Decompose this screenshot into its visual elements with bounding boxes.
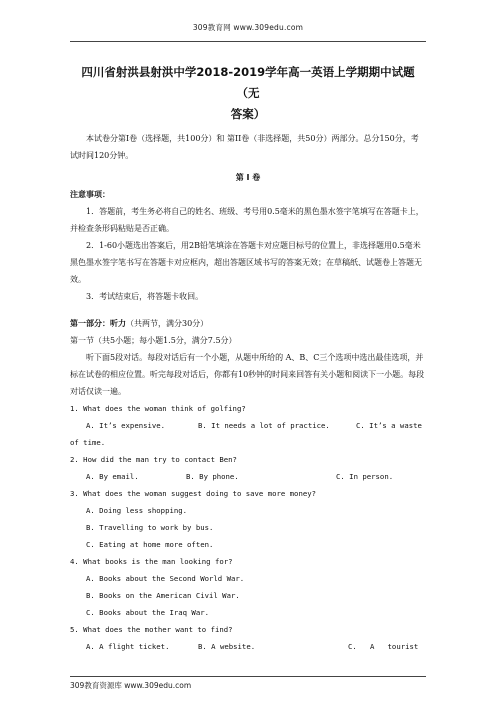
option-a: A. Books about the Second World War. [86, 574, 245, 583]
question-2-options [70, 468, 426, 485]
option-a: A. Doing less shopping. [86, 506, 188, 515]
part1-subheading: 第一节（共5小题；每小题1.5分，满分7.5分） [70, 336, 237, 345]
part1-instructions: 听下面5段对话。每段对话后有一个小题，从题中所给的 A、B、C三个选项中选出最佳选项，并标在试卷的相应位置。听完每段对话后，你都有10秒钟的时间来回答有关小题和阅读下一小题。每段对话仅读一遍。 [70, 353, 425, 396]
notes-heading: 注意事项： [70, 190, 110, 199]
question-4: 4. What books is the man looking for? [70, 557, 233, 566]
part1-heading [70, 315, 426, 332]
option-b: B. By phone. [186, 472, 239, 481]
option-c: C. In person. [336, 472, 394, 481]
exam-title-line2: 答案） [230, 107, 266, 121]
option-c: C. Books about the Iraq War. [86, 608, 210, 617]
option-a: A. It’s expensive. [86, 421, 166, 430]
part1-heading-bold: 第一部分：听力 [70, 319, 126, 328]
option-a: A. By email. [86, 472, 139, 481]
option-b: B. Travelling to work by bus. [86, 523, 214, 532]
header-divider [70, 41, 426, 42]
question-1-options [70, 417, 426, 434]
option-c: C. A tourist [348, 642, 419, 651]
option-b: B. It needs a lot of practice. [198, 421, 330, 430]
note-item: 3．考试结束后，将答题卡收回。 [86, 292, 204, 301]
option-b: B. A website. [198, 642, 256, 651]
part1-heading-rest: （共两节，满分30分） [126, 319, 209, 328]
note-item: 1．答题前，考生务必将自己的姓名、班级、考号用0.5毫米的黑色墨水签字笔填写在答题卡上，并检查条形码粘贴是否正确。 [70, 207, 424, 233]
option-c: C. Eating at home more often. [86, 540, 214, 549]
option-c-wrap: of time. [70, 438, 106, 447]
document-body [70, 62, 426, 655]
option-a: A. A flight ticket. [86, 642, 170, 651]
question-5-options [70, 638, 426, 655]
exam-intro: 本试卷分第I卷（选择题，共100分）和 第II卷（非选择题，共50分）两部分。总分150分，考试时间120分钟。 [70, 134, 419, 160]
option-b: B. Books on the American Civil War. [86, 591, 240, 600]
page-footer: 309教育资源库 www.309edu.com [70, 681, 192, 690]
section-heading: 第 I 卷 [235, 173, 261, 182]
question-5: 5. What does the mother want to find? [70, 625, 233, 634]
exam-title-line1: 四川省射洪县射洪中学2018-2019学年高一英语上学期期中试题（无 [81, 65, 415, 100]
footer-divider [70, 676, 426, 677]
question-1: 1. What does the woman think of golfing? [70, 404, 246, 413]
option-c: C. It’s a waste [356, 421, 422, 430]
note-item: 2．1-60小题选出答案后，用2B铅笔填涂在答题卡对应题目标号的位置上，非选择题用0.5毫米黑色墨水签字笔书写在答题卡对应框内，超出答题区域书写的答案无效；在草稿纸、试题卷上答题无效。 [70, 241, 422, 284]
question-2: 2. How did the man try to contact Ben? [70, 455, 237, 464]
question-3: 3. What does the woman suggest doing to save more money? [70, 489, 317, 498]
page-header: 309教育网 www.309edu.com [192, 23, 304, 32]
